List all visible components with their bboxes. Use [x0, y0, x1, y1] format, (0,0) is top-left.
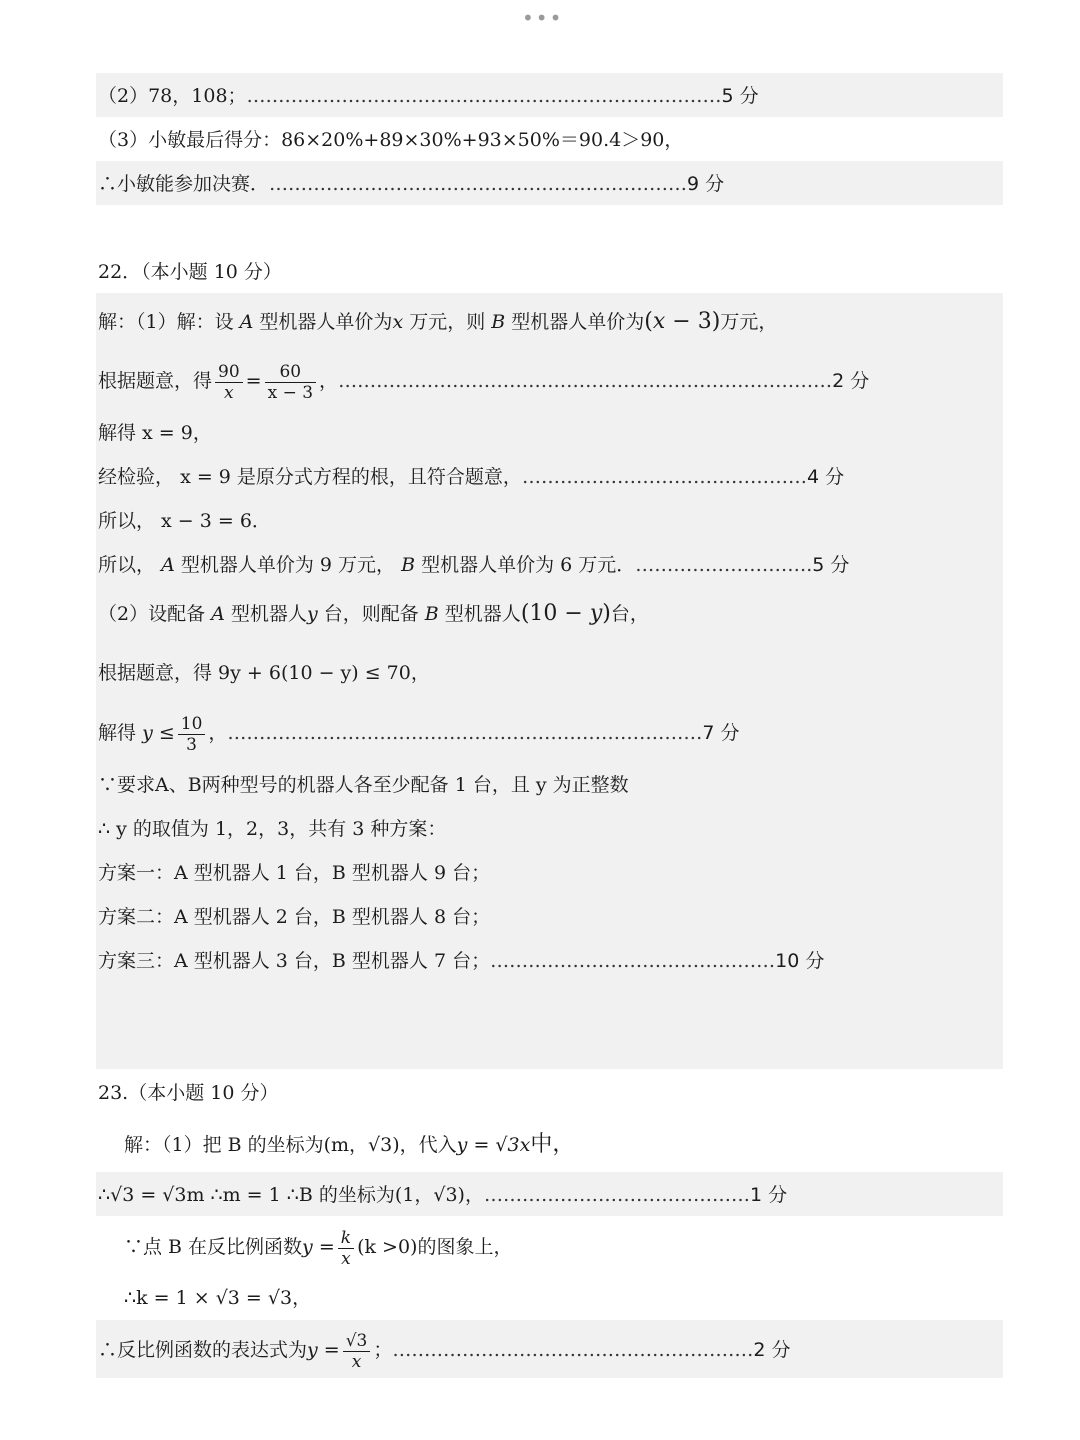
q22-line-4	[98, 463, 844, 491]
q22-plan-3	[98, 947, 824, 975]
text: ∵点 B 在反比例函数	[124, 1236, 303, 1258]
text: 型机器人单价为 6 万元．	[421, 554, 636, 576]
q21-part2-text: （2）78，108；	[98, 85, 247, 107]
score-label: 10 分	[775, 950, 825, 972]
var: A	[239, 311, 254, 333]
fraction: $\frac{90}{x}$	[215, 362, 243, 403]
text: 型机器人单价为 9 万元，	[180, 554, 396, 576]
q22-header: 22．（本小题 10 分）	[98, 261, 282, 283]
q22-line-3: 解得 x = 9，	[98, 422, 212, 444]
score-label: 9 分	[687, 173, 725, 195]
q22-plan-2: 方案二：A 型机器人 2 台，B 型机器人 8 台；	[98, 906, 491, 928]
text: 所以，	[98, 554, 156, 576]
var: A	[211, 603, 225, 625]
text: 解得	[98, 722, 137, 744]
q23-line-3	[124, 1222, 512, 1272]
q22-line-8: 根据题意，得 9y + 6(10 − y) ≤ 70，	[98, 662, 430, 684]
leader-dots: ………………………………………	[521, 466, 807, 488]
var: A	[161, 554, 175, 576]
var: B	[424, 603, 439, 625]
q21-part3-line	[98, 126, 683, 154]
q22-line-10: ∵要求A、B两种型号的机器人各至少配备 1 台，且 y 为正整数	[98, 774, 629, 796]
leader-dots: …………………………………………………………	[269, 173, 688, 195]
q21-conclusion-line	[98, 170, 724, 198]
text: 型机器人单价为	[511, 311, 645, 333]
var: y	[306, 603, 318, 625]
var: y	[142, 722, 153, 744]
text: 型机器人单价为	[259, 311, 393, 333]
leader-dots: ………………………………………	[490, 950, 776, 972]
q23-line-1	[124, 1131, 574, 1159]
text: 方案三：A 型机器人 3 台，B 型机器人 7 台；	[98, 950, 491, 972]
leader-dots: ……………………………………	[483, 1184, 750, 1206]
q22-plan-1: 方案一：A 型机器人 1 台，B 型机器人 9 台；	[98, 862, 491, 884]
var: x	[392, 311, 404, 333]
q22-line-7	[98, 600, 649, 628]
text: ，	[208, 722, 228, 744]
var: B	[491, 311, 506, 333]
q23-line-5	[98, 1325, 791, 1375]
leader-dots: …………………………………………………………………	[246, 85, 722, 107]
q22-line-6	[98, 551, 849, 579]
text: ；	[373, 1339, 393, 1361]
text: （2）设配备	[98, 603, 206, 625]
text: 根据题意，得	[98, 370, 213, 392]
text: 中，	[530, 1132, 575, 1157]
fraction: $\frac{k}{x}$	[338, 1228, 354, 1269]
expr: y =	[302, 1236, 335, 1258]
leader-dots: ……………………………………………………………………	[338, 370, 833, 392]
text: ∴√3 = √3m ∴m = 1 ∴B 的坐标为(1，√3)，	[98, 1184, 484, 1206]
score-label: 7 分	[702, 722, 740, 744]
score-label: 5 分	[812, 554, 850, 576]
q21-part2-line	[98, 82, 759, 110]
text: 台，	[610, 603, 649, 625]
text: x = 9	[180, 466, 231, 488]
q22-line-2	[98, 354, 869, 408]
more-options-icon[interactable]: •••	[522, 6, 564, 30]
fraction: $\frac{√3}{x}$	[343, 1331, 371, 1372]
q23-line-2	[98, 1181, 787, 1209]
text: 是原分式方程的根，且符合题意，	[236, 466, 522, 488]
score-label: 5 分	[721, 85, 759, 107]
var: B	[401, 554, 416, 576]
q23-line-4: ∴k = 1 × √3 = √3，	[124, 1287, 312, 1309]
fraction: $\frac{60}{x - 3}$	[265, 362, 316, 403]
text: ，	[319, 370, 339, 392]
q22-line-11: ∴ y 的取值为 1，2，3，共有 3 种方案：	[98, 818, 447, 840]
leader-dots: …………………………………………………	[392, 1339, 754, 1361]
fraction: $\frac{10}{3}$	[178, 714, 206, 755]
expr: (x − 3)	[644, 309, 721, 334]
score-label: 1 分	[749, 1184, 788, 1206]
text: ∴反比例函数的表达式为	[98, 1339, 308, 1361]
q22-line-1	[98, 308, 777, 336]
text: 型机器人	[444, 603, 521, 625]
expr: y =	[307, 1339, 340, 1361]
q22-line-5: 所以， x − 3 = 6．	[98, 510, 271, 532]
leader-dots: …………………………………………………………………	[227, 722, 703, 744]
text: =	[245, 370, 262, 392]
text: 解：（1）解：设	[98, 311, 234, 333]
score-label: 2 分	[753, 1339, 791, 1361]
text: 型机器人	[230, 603, 307, 625]
text: 台，则配备	[323, 603, 419, 625]
text: (k >0)的图象上，	[357, 1236, 513, 1258]
leader-dots: ……………………….	[635, 554, 813, 576]
expr: y = √3x	[456, 1134, 531, 1156]
text: 万元，则	[409, 311, 486, 333]
text: 经检验，	[98, 466, 175, 488]
q22-line-9: 解得 y ≤ $\frac{10}{3}$ ，…………………………………………………………………7 分	[98, 713, 740, 755]
text: 万元，	[720, 311, 778, 333]
score-label: 2 分	[832, 370, 870, 392]
q23-header: 23.（本小题 10 分）	[98, 1082, 279, 1104]
text: 解：（1）把 B 的坐标为(m，√3)，代入	[124, 1134, 457, 1156]
q21-conclusion-text: ∴小敏能参加决赛．	[98, 173, 270, 195]
expr: (10 − y)	[520, 601, 611, 626]
q21-part3-text: （3）小敏最后得分：86×20%+89×30%+93×50%＝90.4＞90，	[98, 129, 684, 151]
score-label: 4 分	[806, 466, 845, 488]
